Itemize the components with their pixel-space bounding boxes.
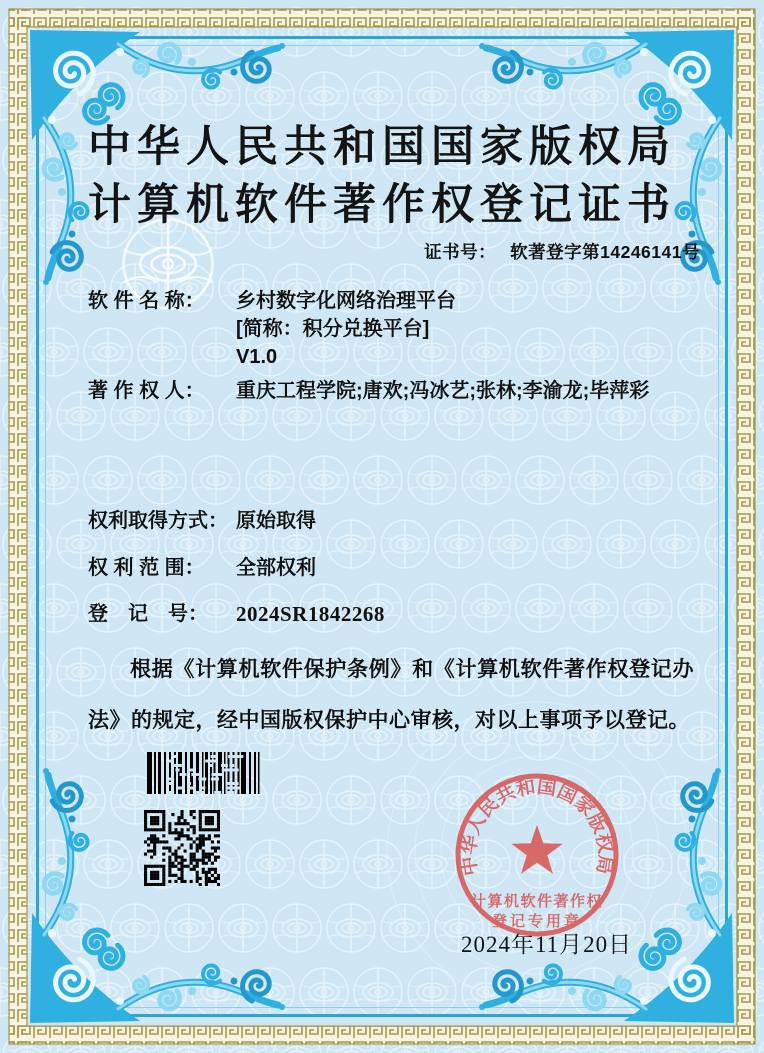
registration-number-value: 2024SR1842268 bbox=[236, 602, 385, 626]
certificate-number-label: 证书号： bbox=[424, 242, 497, 262]
seal-text-line1: 计算机软件著作权 bbox=[470, 893, 604, 910]
field-acquisition-method bbox=[88, 507, 316, 535]
software-name-value: 乡村数字化网络治理平台 bbox=[236, 290, 456, 312]
registration-number-label: 登 记 号： bbox=[88, 603, 208, 625]
barcode bbox=[147, 752, 261, 794]
seal-arc-text: 中华人民共和国国家版权局 bbox=[457, 775, 617, 878]
certificate-number-value: 软著登字第14246141号 bbox=[510, 242, 700, 262]
acquisition-method-label: 权利取得方式： bbox=[88, 510, 228, 532]
software-name-label: 软 件 名 称： bbox=[88, 290, 205, 312]
authority-title: 中华人民共和国国家版权局 bbox=[88, 124, 676, 171]
software-version: V1.0 bbox=[236, 346, 278, 368]
field-copyright-owner bbox=[88, 377, 649, 405]
seal-text-line2: 登记专用章 bbox=[491, 913, 583, 930]
acquisition-method-value: 原始取得 bbox=[236, 510, 316, 532]
software-short-name: [简称：积分兑换平台] bbox=[236, 318, 430, 340]
copyright-owner-label: 著 作 权 人： bbox=[88, 380, 205, 402]
field-rights-scope bbox=[88, 554, 316, 582]
registration-statement: 根据《计算机软件保护条例》和《计算机软件著作权登记办法》的规定，经中国版权保护中心审核，对以上事项予以登记。 bbox=[88, 658, 694, 732]
field-registration-number bbox=[88, 600, 385, 628]
copyright-owner-value: 重庆工程学院;唐欢;冯冰艺;张林;李渝龙;毕萍彩 bbox=[236, 380, 650, 402]
field-software-name bbox=[88, 287, 456, 371]
rights-scope-value: 全部权利 bbox=[236, 557, 316, 579]
issue-date: 2024年11月20日 bbox=[461, 932, 633, 957]
certificate-number-line bbox=[424, 239, 700, 264]
certificate-title: 计算机软件著作权登记证书 bbox=[88, 182, 676, 229]
qr-code bbox=[144, 810, 220, 886]
rights-scope-label: 权 利 范 围： bbox=[88, 557, 205, 579]
